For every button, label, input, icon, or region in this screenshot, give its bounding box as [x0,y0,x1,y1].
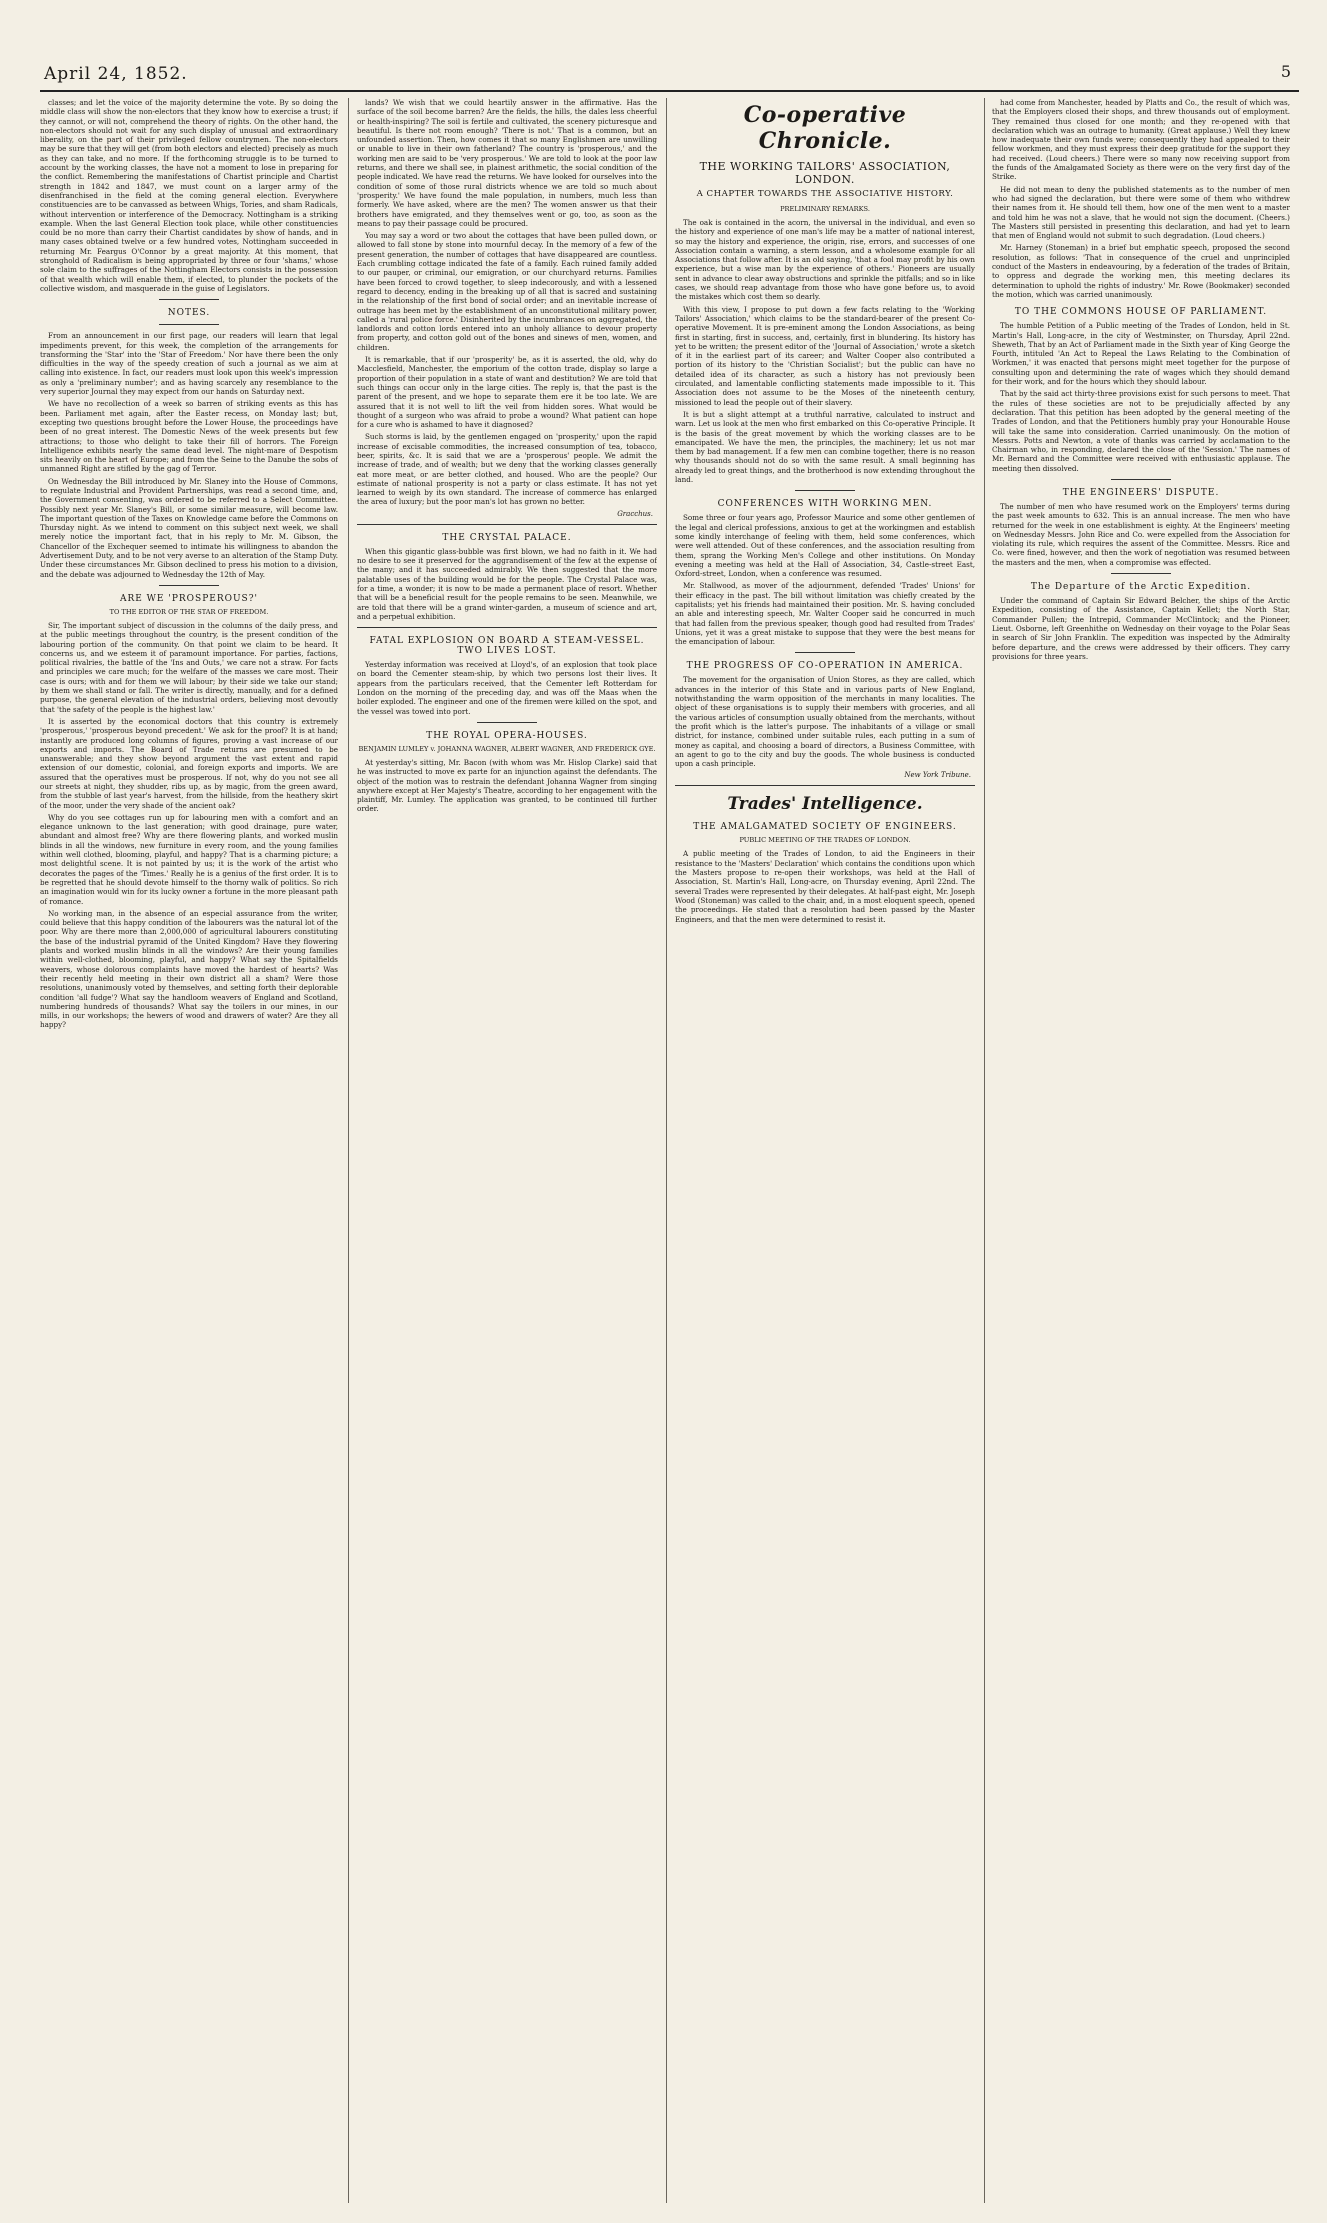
crystal-palace-paragraph: When this gigantic glass-bubble was first blown, we had no faith in it. We had no desire to see it preserved for the aggrandisement of the few at the expense of the many; and it has succeeded admirably. We then suggested that the more palatable uses of the building would be for the people. The Crystal Palace was, for a time, a wonder; it is now to be made a permanent place of resort. Whether that will be a beneficial result for the people remains to be seen. Meanwhile, we are told that there will be a grand winter-garden, a museum of science and art, and a perpetual exhibition. [357,546,657,621]
article-paragraph: With this view, I propose to put down a few facts relating to the 'Working Tailors' Association,' which claims to be the standard-bearer of the present Co-operative Movement. It is pre-eminent among the London Associations, as being first in starting, first in success, and, certainly, first in blundering. Its history has yet to be written; the present editor of the 'Journal of Association,' wrote a sketch of it in the earliest part of its career; and Walter Cooper also contributed a portion of its history to the 'Christian Socialist'; but the public can have no detailed idea of its character, as such a history has not previously been circulated, and lamentable conflicting statements made impossible to it. This Association does not assume to be the Moses of the nineteenth century, missioned to lead the people out of their slavery. [675,304,975,407]
column-4 [992,98,1290,2203]
letter-paragraph: No working man, in the absence of an especial assurance from the writer, could believe that this happy condition of the labourers was the natural lot of the poor. Why are there more than 2,000,000 of agricultural labourers constituting the base of the industrial pyramid of the United Kingdom? Have they flowering plants and worked muslin blinds in all the windows? Are their young families within well-clothed, blooming, playful, and happy? What say the Spitalfields weavers, whose dolorous complaints have moved the hardest of hearts? Was their recently held meeting in their own district all a sham? Were those resolutions, unanimously voted by themselves, and setting forth their deplorable condition 'all fudge'? What say the handloom weavers of England and Scotland, numbering hundreds of thousands? What say the toilers in our mines, in our mills, in our workshops; the hewers of wood and drawers of water? Are they all happy? [40,908,338,1030]
arctic-heading: The Departure of the Arctic Expedition. [1030,582,1252,593]
notes-paragraph: We have no recollection of a week so barren of striking events as this has been. Parliament met again, after the Easter recess, on Monday last; but, excepting two questions brought before the Lower House, the proceedings have been of no great interest. The Domestic News of the week presents but few attractions; to those who delight to take their fill of horrors. The Foreign Intelligence exhibits nearly the same dead level. The night-mare of Despotism sits heavily on the heart of Europe; and from the Seine to the Danube the sobs of unmanned Right are stifled by the gag of Terror. [40,399,338,474]
amalgamated-heading: THE AMALGAMATED SOCIETY OF ENGINEERS. [693,822,957,833]
notes-paragraph: From an announcement in our first page, our readers will learn that legal impediments prevent, for this week, the completion of the arrangements for transforming the 'Star' into the 'Star of Freedom.' Nor have there been the only difficulties in the way of the speedy creation of such a journal as we aim at calling into existence. In fact, our readers must look upon this week's impression as only a 'preliminary number'; and as having scarcely any resemblance to the very superior Journal they may expect from our hands on Saturday next. [40,331,338,397]
article-paragraph: It is but a slight attempt at a truthful narrative, calculated to instruct and warn. Let us look at the men who first embarked on this Co-operative Principle. It is the basis of the great movement by which the working classes are to be emancipated. We have the men, the principles, the machinery; let us not mar them by bad management. If a few men can combine together, there is no reason why thousands should not do so with the same result. A small beginning has already led to great things, and the brotherhood is now extending throughout the land. [675,409,975,485]
letter-paragraph: Why do you see cottages run up for labouring men with a comfort and an elegance unknown to the last generation; with good drainage, pure water, abundant and almost free? Why are there flowering plants, and worked muslin blinds in all the windows, new furniture in every room, and the young families within well clothed, blooming, playful, and happy? That is a charming picture; a most delightful scene. It is not painted by us; it is the work of the artist who decorates the pages of the 'Times.' Really he is a genius of the first order. It is to be regretted that he should devote himself to the thorny walk of politics. So rich an imagination would win for its lucky owner a fortune in the more pleasant path of romance. [40,812,338,906]
letter-paragraph: You may say a word or two about the cottages that have been pulled down, or allowed to fall stone by stone into mournful decay. In the memory of a few of the present generation, the number of cottages that have disappeared are countless. Each crumbling cottage indicated the fate of a family. Each ruined family added to our pauper, or criminal, our emigration, or our churchyard returns. Families have been forced to crowd together, to sleep indecorously, and with a lessened regard to decency, ending in the breaking up of all that is sacred and sustaining in the relationship of the first bond of social order; and an inevitable increase of outrage has been met by the establishment of an unconstitutional military power, called a 'rural police force.' Disinherited by the incumbrances on aggregated, the landlords and cotton lords entered into an unholy alliance to devour property from property, and cotton gold out of the bones and sinews of men, women, and children. [357,231,657,352]
progress-source: New York Tribune. [904,771,971,780]
divider [1111,479,1171,480]
header-rule [40,90,1299,92]
divider [795,490,855,491]
meeting-paragraph: He did not mean to deny the published statements as to the number of men who had signed the declaration, but there were some of them who withdrew their names from it. He should tell them, how one of the men went to a master and told him he was not a slave, that he would not sign the document. (Cheers.) The Masters still persisted in presenting this declaration, and had yet to learn that men of England would not submit to such degradation. (Loud cheers.) [992,184,1290,241]
petition-heading: TO THE COMMONS HOUSE OF PARLIAMENT. [1014,307,1268,318]
article-subtitle: A CHAPTER TOWARDS THE ASSOCIATIVE HISTORY. [696,189,954,199]
opera-paragraph: At yesterday's sitting, Mr. Bacon (with whom was Mr. Hislop Clarke) said that he was instructed to move ex parte for an injunction against the defendants. The object of the motion was to restrain the defendant Johanna Wagner from singing anywhere except at Her Majesty's Theatre, according to her engagement with the plaintiff, Mr. Lumley. The application was granted, to be continued till further order. [357,757,657,814]
opera-heading: THE ROYAL OPERA-HOUSES. [426,730,588,741]
dispute-heading: THE ENGINEERS' DISPUTE. [1062,487,1220,498]
explosion-paragraph: Yesterday information was received at Lloyd's, of an explosion that took place on board the Cementer steam-ship, by which two persons lost their lives. It appears from the particulars received, that the Cementer left Rotterdam for London on the morning of the preceding day, and was off the Maas when the boiler exploded. The engineer and one of the firemen were killed on the spot, and the vessel was towed into port. [357,660,657,716]
remarks-heading: PRELIMINARY REMARKS. [780,205,870,213]
meeting-paragraph: Mr. Harney (Stoneman) in a brief but emphatic speech, proposed the second resolution, as follows: 'That in consequence of the cruel and unprincipled conduct of the Masters in endeavouring, by a federation of the trades of Britain, to oppress and degrade the working men, this meeting declares its determination to uphold the rights of industry.' Mr. Rowe (Bookmaker) seconded the motion, which was carried unanimously. [992,243,1290,299]
article-continuation: classes; and let the voice of the majority determine the vote. By so doing the middle class will show the non-electors that they know how to exercise a trust; if they cannot, or will not, comprehend the theory of rights. On the other hand, the non-electors should not wait for any such display of unusual and extraordinary liberality, on the part of their privileged fellow countrymen. The non-electors may be sure that they will get (from both electors and elected) precisely as much as they can take, and no more. If the forthcoming struggle is to be turned to account by the working classes, the have not a moment to lose in preparing for the conflict. Remembering the manifestations of Chartist principle and Chartist strength in 1842 and 1847, we must count on a larger army of the disenfranchised in the field at the coming general election. Everywhere constituencies are to be canvassed as between Whigs, Tories, and sham Radicals, without intervention or interference of the Democracy. Nottingham is a striking example. When the last General Election took place, while other constituencies could be no more than carry their Chartist candidates by show of hands, and in many cases obtained twelve or a few hundred votes, Nottingham succeeded in returning Mr. Feargus O'Connor by a great majority. At this moment, that stronghold of Radicalism is being appropriated by three or four 'shams,' whose sole claim to the suffrages of the Nottingham Electors consists in the possession of that wealth which will enable them, if elected, to plunder the pockets of the collective wisdom, and masquerade in the guise of Legislators. [40,98,338,293]
column-rule [666,98,667,2203]
meeting-continuation: had come from Manchester, headed by Platts and Co., the result of which was, that the Employers closed their shops, and threw thousands out of employment. They remained thus closed for one month; and they re-opened with that declaration which was an outrage to humanity. (Great applause.) Well they knew how inadequate their own funds were; consequently they had appealed to their fellow workmen, and they must express their deep gratitude for the support they had received. (Loud cheers.) There were so many now receiving support from the funds of the Amalgamated Society as there were on the very first day of the Strike. [992,98,1290,182]
crystal-palace-heading: THE CRYSTAL PALACE. [442,532,572,543]
amalgamated-subheading: PUBLIC MEETING OF THE TRADES OF LONDON. [739,836,911,845]
divider [675,785,975,786]
progress-paragraph: The movement for the organisation of Union Stores, as they are called, which advances in the interior of this State and in various parts of New England, notwithstanding the warm opposition of the merchants in many localities. The object of these organisations is to supply their members with groceries, and all the various articles of consumption usually obtained from the merchants, without the profit which is the latter's purpose. The inhabitants of a village or small district, for instance, combined under suitable rules, each putting in a sum of money as capital, and choosing a board of directors, a Business Committee, with an agent to go to the city and buy the goods. The whole business is conducted upon a cash principle. [675,675,975,769]
column-2 [357,98,657,2203]
letter-paragraph: It is remarkable, that if our 'prosperity' be, as it is asserted, the old, why do Macclesfield, Manchester, the emporium of the cotton trade, display so large a proportion of their population in a state of want and destitution? We are told that such things can occur only in the large cities. The reply is, that the past is the parent of the present, and we hope to separate them ere it be too late. We are assured that it is not well to lift the veil from hidden sores. What would be thought of a surgeon who was afraid to probe a wound? What patient can hope for a cure who is ashamed to have it diagnosed? [357,355,657,430]
notes-paragraph: On Wednesday the Bill introduced by Mr. Slaney into the House of Commons, to regulate Industrial and Provident Partnerships, was read a second time, and, the Government consenting, was ordered to be referred to a Select Committee. Possibly next year Mr. Slaney's Bill, or some similar measure, will become law. The important question of the Taxes on Knowledge came before the Commons on Thursday night. As we intend to comment on this subject next week, we shall merely notice the important fact, that in his reply to Mr. M. Gibson, the Chancellor of the Exchequer seemed to intimate his willingness to abandon the Advertisement Duty, and to be not very averse to an alteration of the Stamp Duty. Under these circumstances Mr. Gibson declined to press his motion to a division, and the debate was adjourned to Wednesday the 12th of May. [40,476,338,579]
conferences-paragraph: Mr. Stallwood, as mover of the adjournment, defended 'Trades' Unions' for their efficacy in the past. The bill without limitation was chiefly created by the capitalists; yet his friends had maintained their position. Mr. S. having concluded an able and interesting speech, Mr. Walter Cooper said he concurred in much that had fallen from the previous speaker, though good had resulted from Trades' Unions, yet it was a great mistake to suppose that they were the best means for the emancipation of labour. [675,581,975,647]
letter-heading: ARE WE 'PROSPEROUS?' [119,593,259,604]
amalgamated-paragraph: A public meeting of the Trades of London, to aid the Engineers in their resistance to the 'Masters' Declaration' which contains the conditions upon which the Masters propose to re-open their workshops, was held at the Hall of Association, St. Martin's Hall, Long-acre, on Thursday evening, April 22nd. The several Trades were represented by their delegates. At half-past eight, Mr. Joseph Wood (Stoneman) was called to the chair, and, in a most eloquent speech, opened the proceedings. He stated that a resolution had been passed by the Master Engineers, and that the men were determined to resist it. [675,849,975,924]
article-title: THE WORKING TAILORS' ASSOCIATION, LONDON. [699,160,951,186]
divider [159,299,219,300]
conferences-heading: CONFERENCES WITH WORKING MEN. [717,499,933,510]
letter-continuation: lands? We wish that we could heartily answer in the affirmative. Has the surface of the soil become barren? Are the fields, the hills, the dales less cheerful or health-inspiring? The soil is fertile and cultivated, the scenery picturesque and beautiful. Is there not room enough? 'There is not.' That is a common, but an unfounded assertion. Then, how comes it that so many Englishmen are unwilling or unable to live in their own fatherland? The country is 'prosperous,' and the working men are said to be 'very prosperous.' We are told to look at the poor law returns, and there we shall see, in plainest arithmetic, the social condition of the people indicated. We have read the returns. We have looked for ourselves into the condition of some of those rural districts whence we are told so much about 'prosperity.' We have found the male population, in numbers, much less than formerly. We have asked, where are the men? The women answer us that their brothers have emigrated, and they themselves went or go, too, as soon as the means to pay their passage could be procured. [357,98,657,228]
page-number: 5 [1280,62,1291,81]
meeting-paragraph: That by the said act thirty-three provisions exist for such persons to meet. That the rules of these societies are not to be prejudicially affected by any declaration. That this petition has been adopted by the general meeting of the Trades of London, and that the Petitioners humbly pray your Honourable House will take the same into consideration. Carried unanimously. On the motion of Messrs. Potts and Newton, a vote of thanks was carried by acclamation to the Chairman who, in responding, declared the close of the 'Session.' The names of Mr. Bernard and the Committee were received with enthusiastic applause. The meeting then dissolved. [992,389,1290,473]
letter-subheading: TO THE EDITOR OF THE STAR OF FREEDOM. [109,607,269,616]
issue-date: April 24, 1852. [44,64,188,84]
divider [357,524,657,525]
arctic-paragraph: Under the command of Captain Sir Edward Belcher, the ships of the Arctic Expedition, consisting of the Assistance, Captain Kellet; the North Star, Commander Pullen; the Intrepid, Commander McClintock; and the Pioneer, Lieut. Osborne, left Greenhithe on Wednesday on their voyage to the Polar Seas in search of Sir John Franklin. The expedition was inspected by the Admiralty before departure, and the crews were addressed by their officers. They carry provisions for three years. [992,596,1290,661]
article-paragraph: The oak is contained in the acorn, the universal in the individual, and even so the history and experience of one man's life may be a matter of national interest, so may the history and experience, the origin, rise, errors, and successes of one Association contain a warning, a stern lesson, and a wholesome example for all Associations that follow after. It is an old saying, 'that a fool may profit by his own experience, but a wise man by the experience of others.' Pioneers are usually sent in advance to clear away obstructions and sprinkle the pitfalls; and so in like cases, we should reap advantage from those who have gone before us, to avoid the mistakes which cost them so dearly. [675,218,975,302]
letter-paragraph: Sir, The important subject of discussion in the columns of the daily press, and at the public meetings throughout the country, is the present condition of the labouring portion of the community. On that point we claim to be heard. It concerns us, and we esteem it of paramount importance. For parties, factions, political rivalries, the battle of the 'Ins and Outs,' we care not a straw. For facts and principles we care much; for the welfare of the masses we care most. Their case is ours; with and for them we will labour; by their side we take our stand; by them we shall stand or fall. The writer is directly, manually, and for a defined purpose, the general elevation of the industrial orders, believing most devoutly that 'the safety of the people is the highest law.' [40,620,338,714]
letter-signature: Gracchus. [617,509,653,518]
divider [1111,573,1171,574]
conferences-paragraph: Some three or four years ago, Professor Maurice and some other gentlemen of the legal and clerical professions, anxious to get at the workingmen and establish some kindly interchange of feeling with them, held some conferences, which were well attended. Out of these conferences, and the association resulting from them, sprang the Working Men's College and other institutions. On Monday evening a meeting was held at the Hall of Association, 34, Castle-street East, Oxford-street, London, when a conference was resumed. [675,513,975,579]
petition-paragraph: The humble Petition of a Public meeting of the Trades of London, held in St. Martin's Hall, Long-acre, in the city of Westminster, on Thursday, April 22nd. Sheweth, That by an Act of Parliament made in the Sixth year of King George the Fourth, intituled 'An Act to Repeal the Laws Relating to the Combination of Workmen,' it was enacted that persons might meet together for the purpose of consulting upon and determining the rate of wages which they should demand for their work, and for the hours which they should labour. [992,321,1290,387]
trades-intelligence-heading: Trades' Intelligence. [727,794,923,815]
explosion-heading: FATAL EXPLOSION ON BOARD A STEAM-VESSEL. TWO LIVES LOST. [369,636,645,657]
divider [477,722,537,723]
divider [795,652,855,653]
opera-subheading: BENJAMIN LUMLEY v. JOHANNA WAGNER, ALBERT WAGNER, AND FREDERICK GYE. [358,744,656,753]
letter-paragraph: Such storms is laid, by the gentlemen engaged on 'prosperity,' upon the rapid increase of excisable commodities, the increased consumption of tea, tobacco, beer, spirits, &c. It is said that we are a 'prosperous' people. We admit the increase of trade, and of wealth; but we deny that the working classes generally eat more meat, or are better clothed, and housed. Who are the people? Our estimate of national prosperity is not a party or class estimate. It has not yet learned to weigh by its own standard. The increase of commerce has enlarged the area of luxury; but the poor man's lot has grown no better. [357,432,657,507]
section-masthead: Co-operative Chronicle. [743,102,907,154]
progress-heading: THE PROGRESS OF CO-OPERATION IN AMERICA. [686,661,964,672]
column-3 [675,98,975,2203]
column-rule [348,98,349,2203]
column-rule [984,98,985,2203]
column-1 [40,98,338,2203]
divider [159,324,219,325]
divider [357,627,657,628]
notes-heading: NOTES. [167,308,211,319]
divider [159,585,219,586]
dispute-paragraph: The number of men who have resumed work on the Employers' terms during the past week amounts to 632. This is an annual increase. The men who have returned for the week in one establishment is eighty. At the Engineers' meeting on Wednesday Messrs. John Rice and Co. were expelled from the Association for violating its rule, which requires the assent of the Committee. Messrs. Rice and Co. were fined, however, and then the work of negotiation was resumed between the masters and the men, when a compromise was effected. [992,501,1290,567]
letter-paragraph: It is asserted by the economical doctors that this country is extremely 'prosperous,' 'prosperous beyond precedent.' We ask for the proof? It is at hand; instantly are produced long columns of figures, proving a vast increase of our exports and imports. The Board of Trade returns are presumed to be unanswerable; and they show beyond argument the vast extent and rapid extension of our domestic, colonial, and foreign exports and imports. We are assured that the operatives must be prosperous. If not, why do you not see all our streets at night, they shudder, ribs up, as by magic, from the green award, from the stubble of last year's harvest, from the hillside, from the heathery skirt of the moor, under the very shade of the ancient oak? [40,716,338,810]
